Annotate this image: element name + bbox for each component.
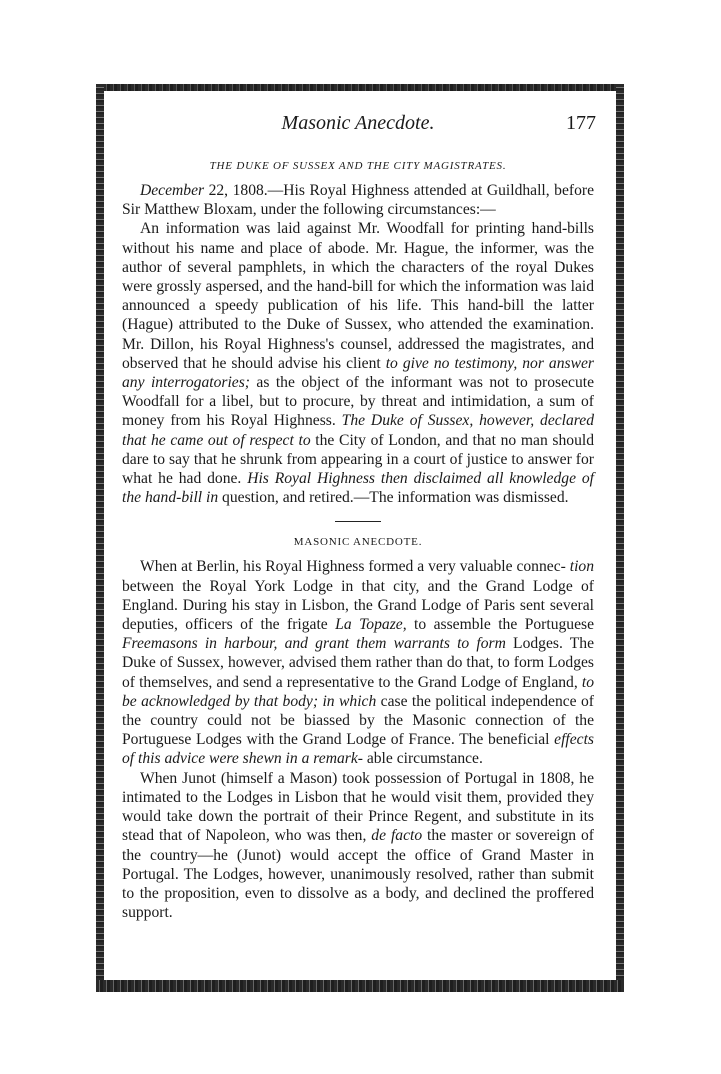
page-border-top	[96, 84, 624, 91]
page-content	[122, 158, 594, 922]
paragraph-december: December 22, 1808.—His Royal Highness attended at Guildhall, before Sir Matthew Bloxam, under the following circumstances:—	[122, 182, 594, 219]
page-border-bottom	[96, 980, 624, 992]
page-number: 177	[566, 112, 596, 134]
paragraph-berlin: When at Berlin, his Royal Highness formed a very valuable connec- tion between the Royal York Lodge in that city, and the Grand Lodge of England. During his stay in Lisbon, the Grand Lodge of Paris sent several deputies, officers of the frigate La Topaze, to assemble the Portuguese Freemasons in harbour, and grant them warrants to form Lodges. The Duke of Sussex, however, advised them rather than do that, to form Lodges of themselves, and send a representative to the Grand Lodge of England, to be acknowledged by that body; in which case the political independence of the country could not be biassed by the Masonic connection of the Portuguese Lodges with the Grand Lodge of France. The beneficial effects of this advice were shewn in a remark- able circumstance.	[122, 558, 594, 768]
running-head	[120, 110, 596, 140]
running-title: Masonic Anecdote.	[281, 112, 435, 134]
paragraph-information: An information was laid against Mr. Woodfall for printing hand-bills without his name and place of abode. Mr. Hague, the informer, was the author of several pamphlets, in which the characters of the royal Dukes were grossly aspersed, and the hand-bill for which the information was laid announced a speedy publication of his life. This hand-bill the latter (Hague) attributed to the Duke of Sussex, who attended the examination. Mr. Dillon, his Royal Highness's counsel, addressed the magistrates, and observed that he should advise his client to give no testimony, nor answer any interrogatories; as the object of the informant was not to prosecute Woodfall for a libel, but to procure, by threat and intimidation, a sum of money from his Royal Highness. The Duke of Sussex, however, declared that he came out of respect to the City of London, and that no man should dare to say that he shrunk from appearing in a court of justice to answer for what he had done. His Royal Highness then disclaimed all knowledge of the hand-bill in question, and retired.—The information was dismissed.	[122, 220, 595, 507]
section-title-duke-of-sussex: THE DUKE OF SUSSEX AND THE CITY MAGISTRATES.	[209, 160, 507, 172]
page-border-right	[616, 84, 624, 992]
paragraph-junot: When Junot (himself a Mason) took possession of Portugal in 1808, he intimated to the Lodges in Lisbon that he would visit them, provided they would take down the portrait of their Prince Regent, and substitute in its stead that of Napoleon, who was then, de facto the master or sovereign of the country—he (Junot) would accept the office of Grand Master in Portugal. The Lodges, however, unanimously resolved, rather than submit to the proposition, even to dissolve as a body, and declined the proffered support.	[122, 769, 594, 922]
section-divider	[335, 521, 381, 522]
page-border-left	[96, 84, 104, 992]
date-text: December	[140, 182, 205, 199]
section-title-masonic-anecdote: MASONIC ANECDOTE.	[293, 536, 423, 549]
